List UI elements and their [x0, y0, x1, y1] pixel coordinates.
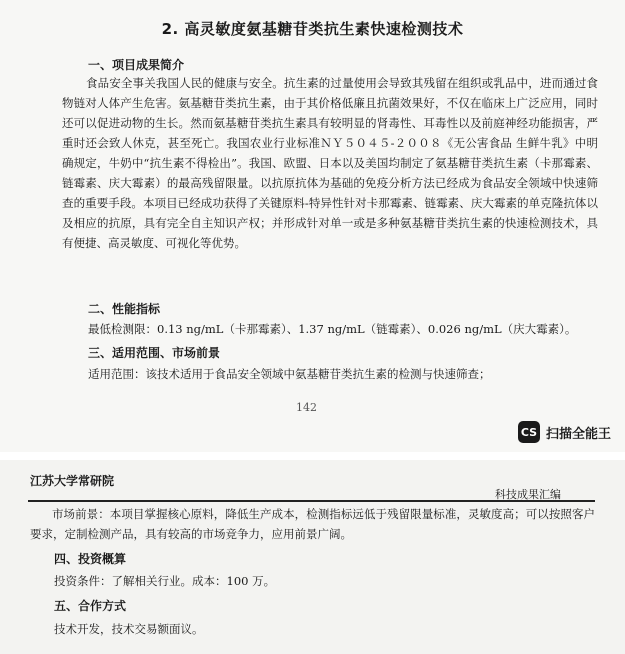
page-separator [0, 452, 625, 460]
section-3-heading: 三、适用范围、市场前景 [88, 346, 221, 360]
section-4-heading: 四、投资概算 [54, 552, 127, 566]
scanner-watermark [518, 421, 611, 443]
section-2-heading: 二、性能指标 [88, 302, 161, 316]
scanner-label: 扫描全能王 [546, 426, 612, 442]
page-number: 142 [296, 401, 317, 414]
camscanner-icon: CS [518, 421, 540, 443]
investment-text: 投资条件：了解相关行业。成本：100 万。 [54, 574, 276, 588]
section-5-heading: 五、合作方式 [54, 599, 127, 613]
header-rule [28, 500, 595, 502]
scope-text: 适用范围：该技术适用于食品安全领域中氨基糖苷类抗生素的检测与快速筛查； [88, 367, 491, 381]
document-title: 2. 高灵敏度氨基糖苷类抗生素快速检测技术 [161, 20, 464, 38]
section-1-body: 食品安全事关我国人民的健康与安全。抗生素的过量使用会导致其残留在组织或乳品中，进而通过食物链对人体产生危害。氨基糖苷类抗生素，由于其价格低廉且抗菌效果好，不仅在临床上广泛应用，同时还可以促进动物的生长。然而氨基糖苷类抗生素具有较明显的肾毒性、耳毒性以及前庭神经功能损害，严重时还会致人休克，甚至死亡。我国农业行业标准ＮＹ５０４５-２００８《无公害食品 生鲜牛乳》中明确规定，牛奶中“抗生素不得检出”。我国、欧盟、日本以及美国均制定了氨基糖苷类抗生素（卡那霉素、链霉素、庆大霉素）的最高残留限量。以抗原抗体为基础的免疫分析方法已经成为食品安全领域中快速筛查的重要手段。本项目已经成功获得了关键原料-特异性针对卡那霉素、链霉素、庆大霉素的单克隆抗体以及相应的抗原，具有完全自主知识产权；并形成针对单一或是多种氨基糖苷类抗生素的快速检测技术，具有便捷、高灵敏度、可视化等优势。 [62, 76, 598, 250]
institute-header: 江苏大学常研院 [30, 474, 115, 488]
detection-limit-text: 最低检测限：0.13 ng/mL（卡那霉素）、1.37 ng/mL（链霉素）、0.026 ng/mL（庆大霉素）。 [88, 322, 577, 336]
section-1-heading: 一、项目成果简介 [88, 58, 185, 72]
compilation-header: 科技成果汇编 [495, 488, 561, 501]
market-prospect-text: 市场前景：本项目掌握核心原料，降低生产成本，检测指标远低于残留限量标准，灵敏度高；可以按照客户要求，定制检测产品，具有较高的市场竞争力，应用前景广阔。 [30, 507, 595, 541]
cooperation-text: 技术开发，技术交易额面议。 [54, 622, 204, 636]
